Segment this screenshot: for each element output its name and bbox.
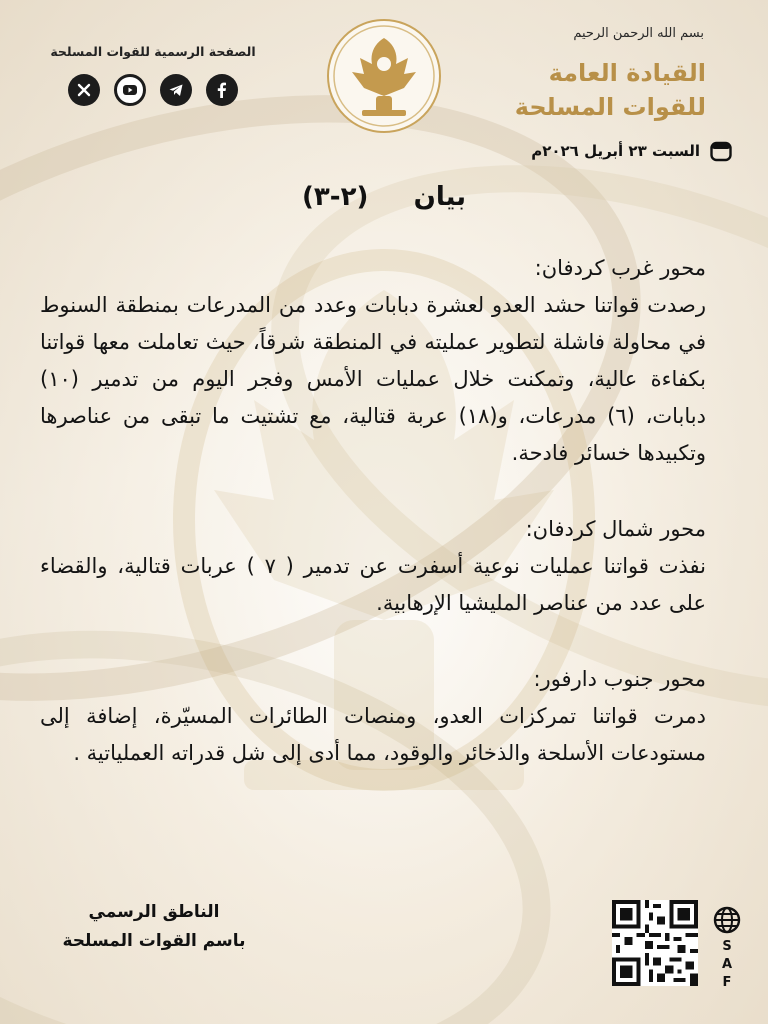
saf-letter: A bbox=[721, 957, 733, 972]
section-body: نفذت قواتنا عمليات نوعية أسفرت عن تدمير ( ٧ ) عربات قتالية، والقضاء على عدد من عناصر المليشيا الإرهابية. bbox=[40, 554, 706, 615]
section-heading: محور شمال كردفان: bbox=[525, 517, 706, 541]
section-body: دمرت قواتنا تمركزات العدو، ومنصات الطائرات المسيّرة، إضافة إلى مستودعات الأسلحة والذخائر والوقود، مما أدى إلى شل قدراته العملياتية . bbox=[40, 704, 706, 765]
statement-title bbox=[0, 182, 768, 212]
organization-title-line1: القيادة العامة bbox=[548, 59, 706, 87]
organization-title bbox=[515, 56, 706, 124]
social-links bbox=[68, 74, 238, 106]
official-page-label: الصفحة الرسمية للقوات المسلحة bbox=[50, 44, 256, 59]
saf-letters bbox=[722, 938, 732, 992]
section-body: رصدت قواتنا حشد العدو لعشرة دبابات وعدد من المدرعات بمنطقة السنوط في محاولة فاشلة لتطوير عمليته في المنطقة شرقاً، حيث تعاملت معها قواتنا بكفاءة عالية، وتمكنت خلال عمليات الأمس وفجر اليوم من تدمير (١٠) دبابات، (٦) مدرعات، و(١٨) عربة قتالية، مع تشتيت ما تبقى من عناصرها وتكبيدها خسائر فادحة. bbox=[40, 293, 706, 465]
saf-mark bbox=[710, 906, 744, 992]
qr-code[interactable] bbox=[612, 900, 698, 986]
bismillah: بسم الله الرحمن الرحيم bbox=[573, 26, 704, 41]
x-icon[interactable] bbox=[68, 74, 100, 106]
saf-letter: S bbox=[722, 939, 732, 954]
saf-letter: F bbox=[722, 975, 732, 990]
signature-line1: الناطق الرسمي bbox=[88, 902, 220, 922]
section-south-darfur bbox=[40, 661, 706, 772]
telegram-icon[interactable] bbox=[160, 74, 192, 106]
section-north-kordofan bbox=[40, 511, 706, 622]
facebook-icon[interactable] bbox=[206, 74, 238, 106]
statement-number: (٢-٣) bbox=[302, 182, 369, 212]
signature-line2: باسم القوات المسلحة bbox=[62, 931, 246, 951]
statement-label: بيان bbox=[413, 182, 466, 212]
spokesperson-signature bbox=[44, 898, 264, 956]
armed-forces-logo bbox=[326, 18, 442, 134]
statement-date: السبت ٢٣ أبريل ٢٠٢٦م bbox=[531, 142, 700, 160]
statement-content bbox=[40, 250, 706, 811]
date-row bbox=[531, 140, 732, 162]
globe-icon bbox=[713, 906, 741, 934]
youtube-icon[interactable] bbox=[114, 74, 146, 106]
section-west-kordofan bbox=[40, 250, 706, 472]
organization-title-line2: للقوات المسلحة bbox=[514, 93, 706, 121]
section-heading: محور غرب كردفان: bbox=[534, 256, 706, 280]
calendar-icon bbox=[710, 140, 732, 162]
header bbox=[0, 0, 768, 175]
section-heading: محور جنوب دارفور: bbox=[533, 667, 706, 691]
